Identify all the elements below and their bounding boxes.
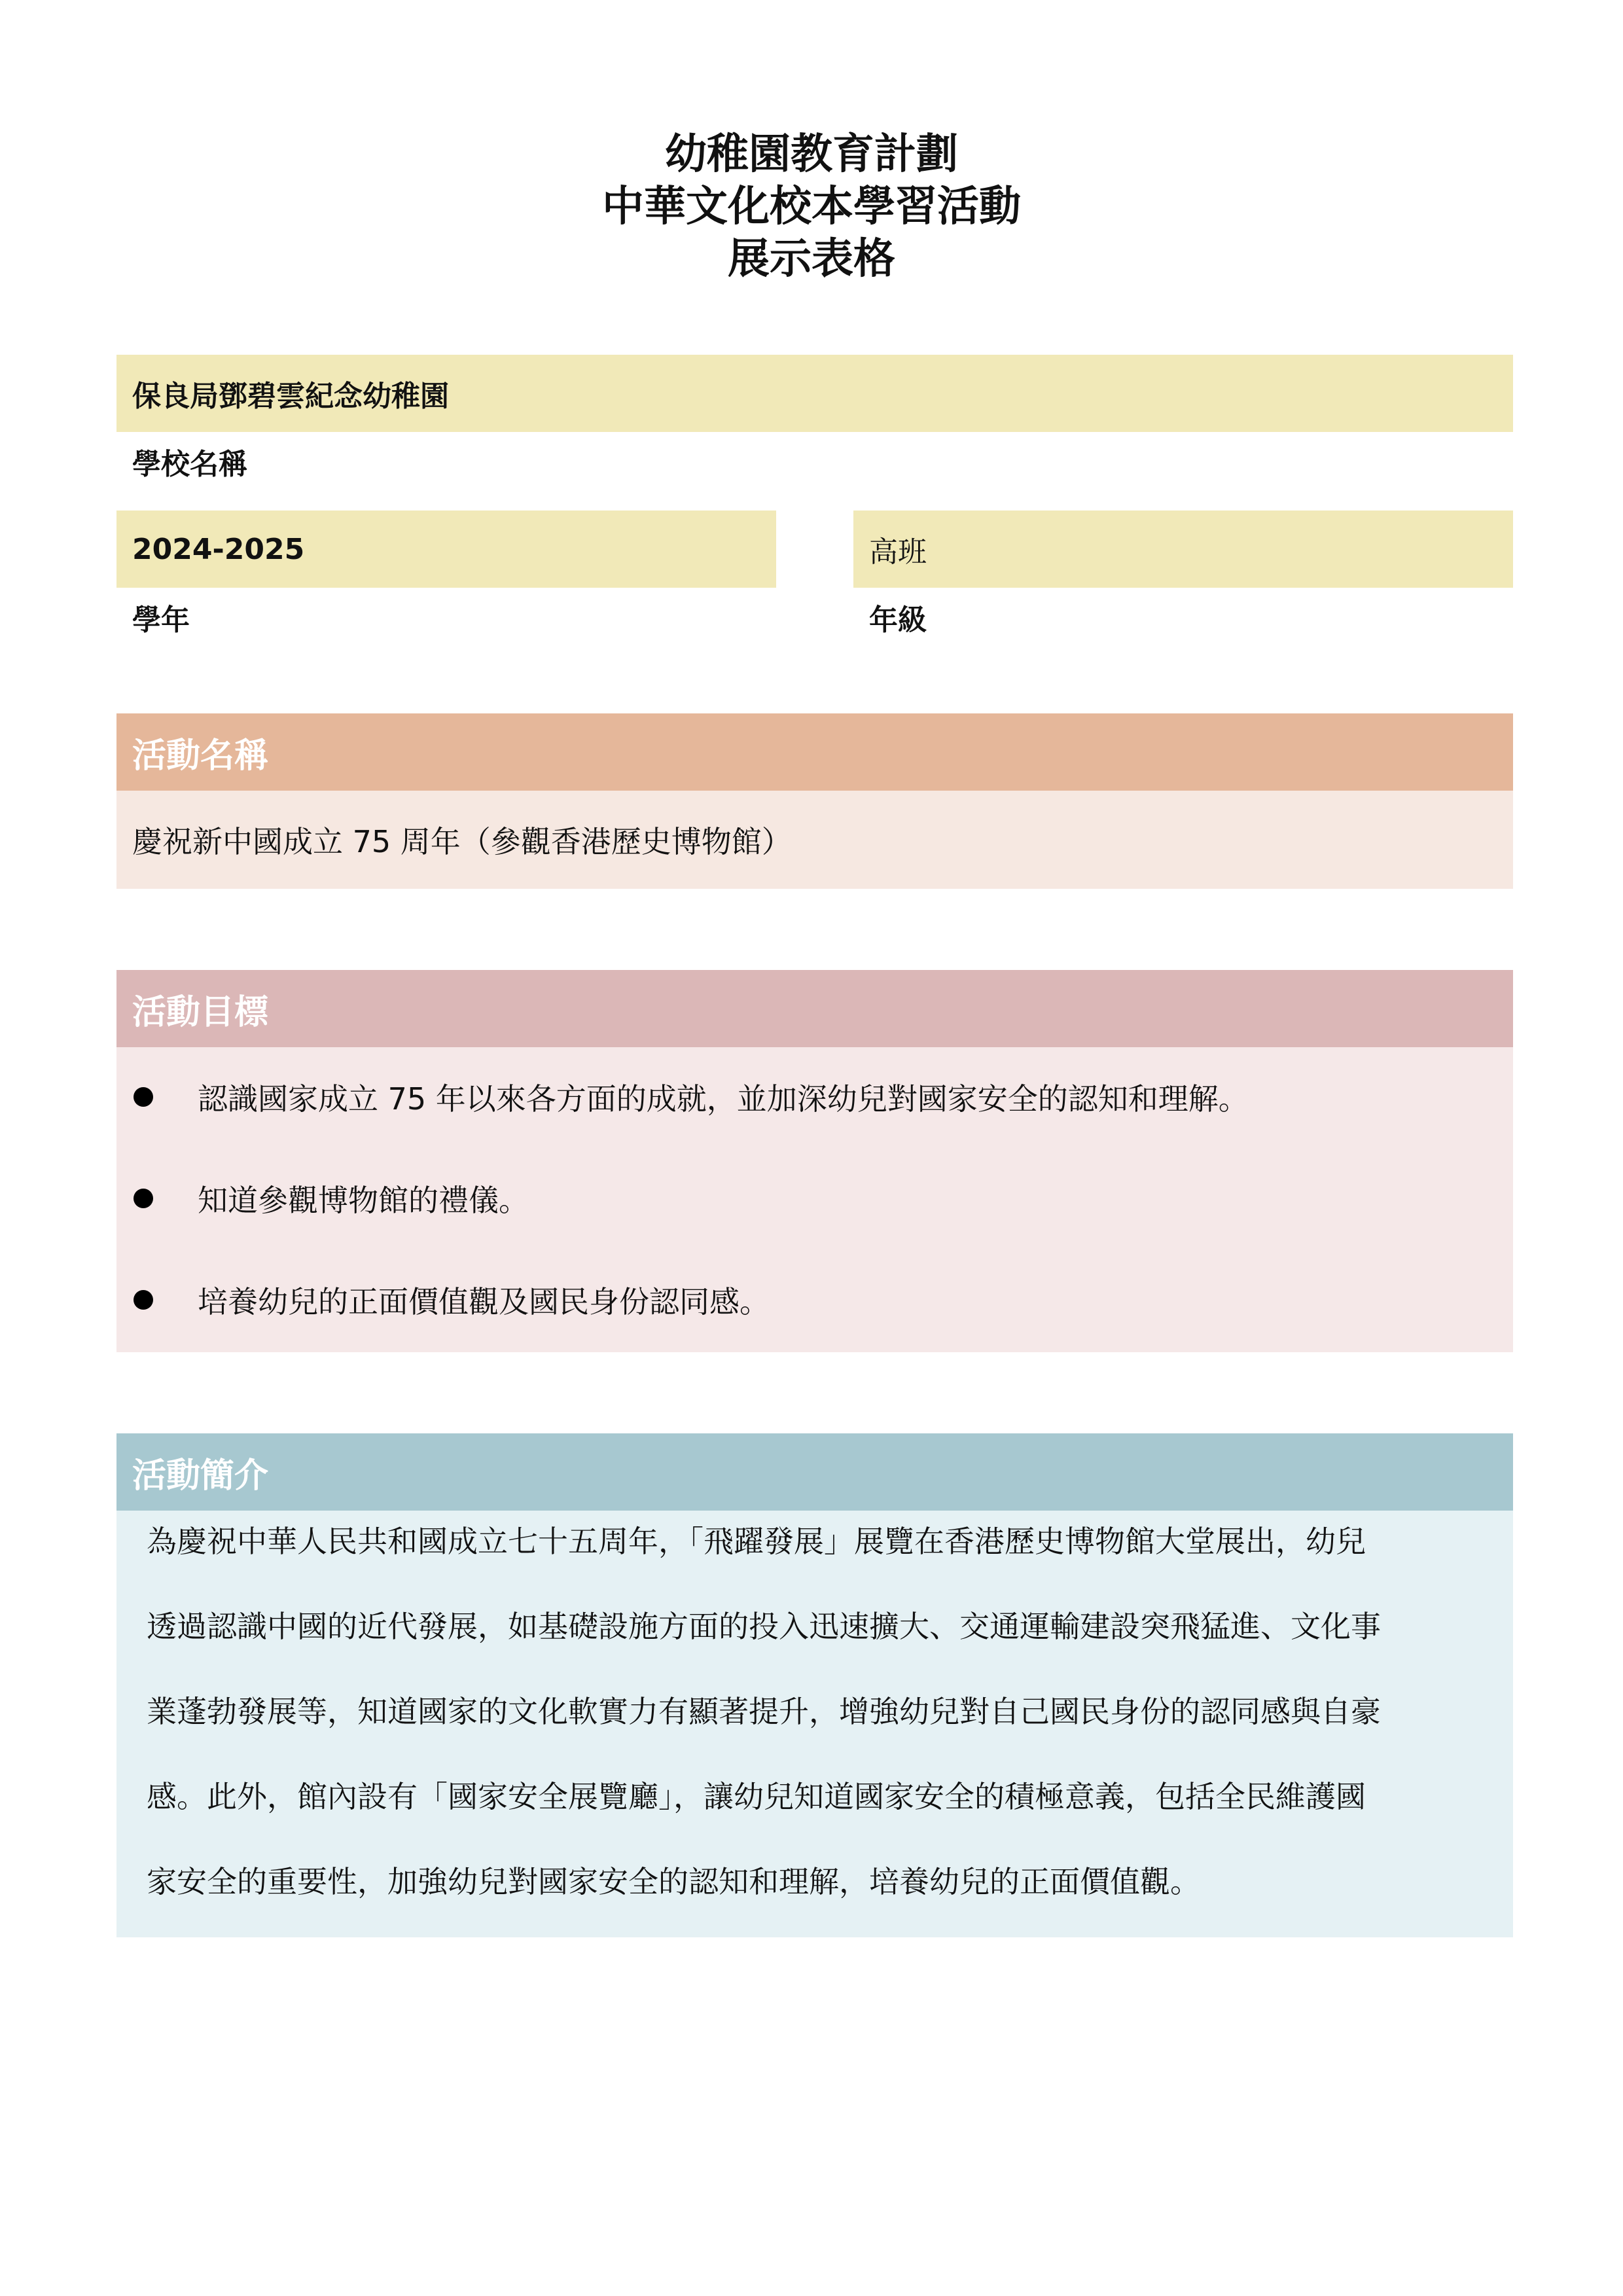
goal-item — [116, 1172, 1513, 1225]
title-line-2: 中華文化校本學習活動 — [602, 183, 1021, 231]
grade-label: 年級 — [869, 603, 927, 637]
school-name-value: 保良局鄧碧雲紀念幼稚園 — [132, 380, 449, 413]
activity-intro-header-text: 活動簡介 — [132, 1456, 269, 1496]
school-name-label: 學校名稱 — [132, 448, 247, 481]
activity-goals-list — [116, 1047, 1513, 1352]
intro-line: 家安全的重要性，加強幼兒對國家安全的認知和理解，培養幼兒的正面價值觀。 — [147, 1864, 1200, 1899]
goal-text: 知道參觀博物館的禮儀。 — [198, 1183, 529, 1218]
activity-name-value: 慶祝新中國成立 75 周年（參觀香港歷史博物館） — [132, 824, 792, 859]
page-title — [0, 128, 1623, 285]
intro-line: 為慶祝中華人民共和國成立七十五周年，「飛躍發展」展覽在香港歷史博物館大堂展出，幼兒 — [147, 1524, 1366, 1559]
goal-item — [116, 1071, 1513, 1123]
grade-field[interactable] — [853, 511, 1513, 588]
goal-text: 培養幼兒的正面價值觀及國民身份認同感。 — [198, 1284, 770, 1319]
activity-name-header-text: 活動名稱 — [132, 736, 269, 776]
activity-name-header — [116, 713, 1513, 791]
intro-line: 業蓬勃發展等，知道國家的文化軟實力有顯著提升，增強幼兒對自己國民身份的認同感與自豪 — [147, 1694, 1381, 1729]
school-year-label: 學年 — [132, 603, 190, 637]
bullet-icon — [134, 1087, 153, 1107]
activity-intro-header — [116, 1433, 1513, 1511]
school-year-value: 2024-2025 — [132, 532, 305, 566]
goal-text: 認識國家成立 75 年以來各方面的成就，並加深幼兒對國家安全的認知和理解。 — [198, 1081, 1249, 1117]
intro-line: 感。此外，館內設有「國家安全展覽廳」，讓幼兒知道國家安全的積極意義，包括全民維護國 — [147, 1779, 1366, 1814]
activity-intro-body — [116, 1511, 1513, 1937]
intro-line: 透過認識中國的近代發展，如基礎設施方面的投入迅速擴大、交通運輸建設突飛猛進、文化事 — [147, 1609, 1381, 1644]
bullet-icon — [134, 1189, 153, 1208]
activity-goals-header-text: 活動目標 — [132, 992, 269, 1032]
goal-item — [116, 1274, 1513, 1326]
title-line-1: 幼稚園教育計劃 — [665, 130, 958, 179]
school-year-field[interactable] — [116, 511, 776, 588]
school-name-field[interactable] — [116, 355, 1513, 432]
grade-value: 高班 — [869, 535, 927, 569]
activity-name-field[interactable] — [116, 791, 1513, 889]
activity-goals-header — [116, 970, 1513, 1047]
title-line-3: 展示表格 — [728, 235, 895, 283]
bullet-icon — [134, 1290, 153, 1310]
